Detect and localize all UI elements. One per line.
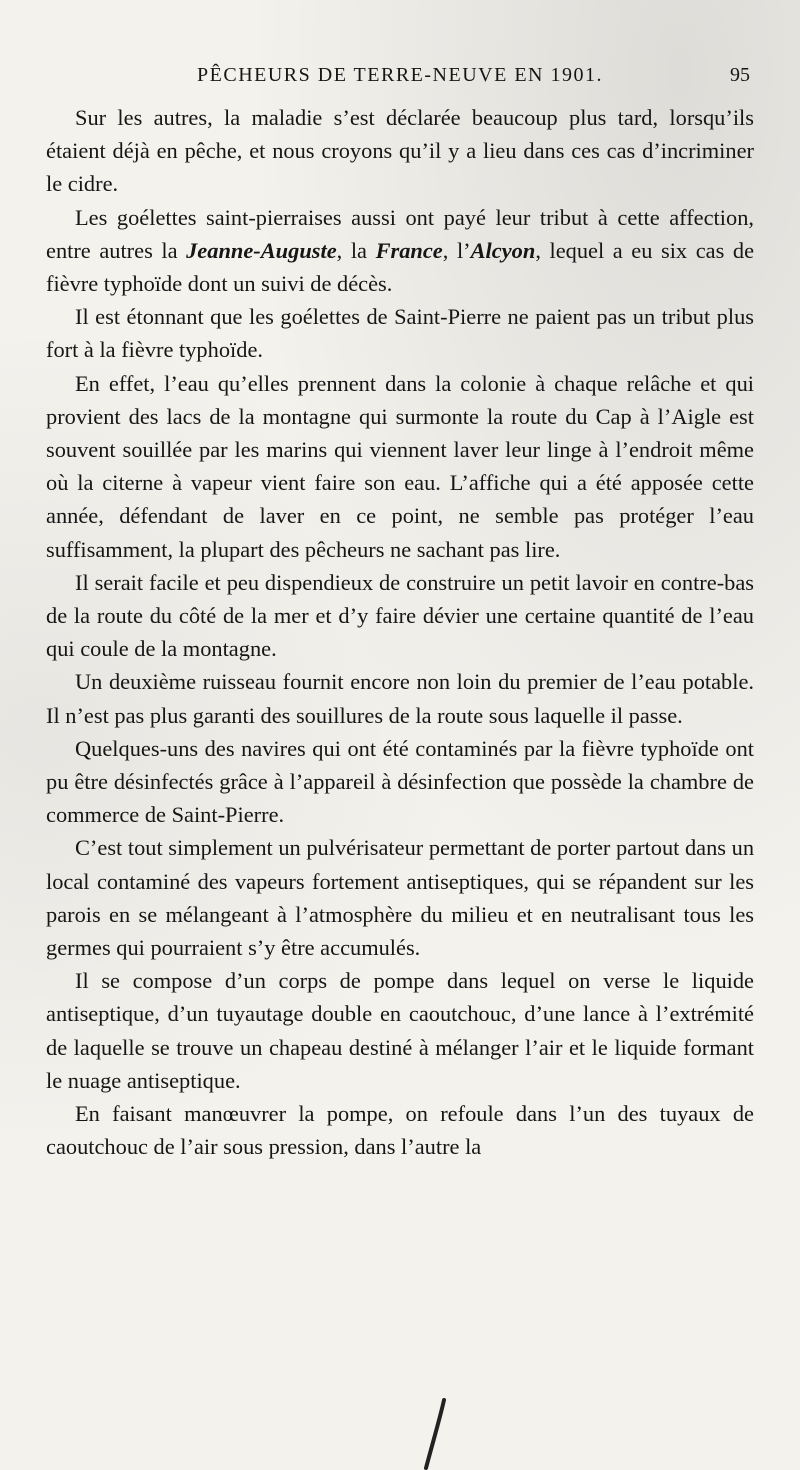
paragraph-10 (46, 1097, 754, 1163)
paragraph-text: En effet, l’eau qu’elles prennent dans la colonie à chaque relâche et qui provient des lacs de la montagne qui surmonte la route du Cap à l’Aigle est souvent souillée par les marins qui viennent laver leur linge à l’endroit même où la citerne à vapeur vient faire son eau. L’affiche qui a été apposée cette année, défendant de laver en ce point, ne semble pas protéger l’eau suffisamment, la plupart des pêcheurs ne sachant pas lire. (46, 370, 754, 562)
paragraph-6 (46, 665, 754, 731)
paragraph-text: Les goélettes saint-pierraises aussi ont payé leur tribut à cette affection, entre autres la (46, 204, 754, 263)
paragraph-text: Il se compose d’un corps de pompe dans lequel on verse le liquide antiseptique, d’un tuyautage double en caoutchouc, d’une lance à l’extrémité de laquelle se trouve un chapeau destiné à mélanger l’air et le liquide formant le nuage antiseptique. (46, 968, 754, 1093)
paragraph-5 (46, 566, 754, 666)
paragraph-4 (46, 367, 754, 566)
body-text (46, 101, 754, 1164)
ship-name-alcyon: Alcyon (470, 237, 536, 263)
paragraph-1 (46, 101, 754, 201)
running-head (0, 60, 800, 90)
paragraph-text: Il est étonnant que les goélettes de Saint-Pierre ne paient pas un tribut plus fort à la fièvre typhoïde. (46, 304, 754, 363)
paragraph-text: En faisant manœuvrer la pompe, on refoule dans l’un des tuyaux de caoutchouc de l’air sous pression, dans l’autre la (46, 1101, 754, 1160)
paragraph-8 (46, 831, 754, 964)
paragraph-9 (46, 964, 754, 1097)
ship-name-france: France (375, 237, 443, 263)
running-title: PÊCHEURS DE TERRE-NEUVE EN 1901. (197, 64, 603, 86)
page-number: 95 (730, 64, 750, 86)
paragraph-2 (46, 201, 754, 301)
stray-ink-mark (420, 1398, 450, 1470)
paragraph-text: , l’ (442, 237, 471, 263)
paragraph-text: C’est tout simplement un pulvérisateur permettant de porter partout dans un local contaminé des vapeurs fortement antiseptiques, qui se répandent sur les parois en se mélangeant à l’atmosphère du milieu et en neutralisant tous les germes qui pourraient s’y être accumulés. (46, 835, 755, 961)
paragraph-text: Quelques-uns des navires qui ont été contaminés par la fièvre typhoïde ont pu être désinfectés grâce à l’appareil à désinfection que possède la chambre de commerce de Saint-Pierre. (46, 735, 754, 828)
paragraph-3 (46, 300, 754, 366)
paragraph-text: , lequel a eu six cas de fièvre typhoïde dont un suivi de décès. (46, 237, 755, 297)
paragraph-7 (46, 732, 754, 832)
paragraph-text: , la (336, 237, 376, 263)
ship-name-jeanne-auguste: Jeanne-Auguste (186, 237, 337, 263)
paragraph-text: Il serait facile et peu dispendieux de construire un petit lavoir en contre-bas de la route du côté de la mer et d’y faire dévier une certaine quantité de l’eau qui coule de la montagne. (46, 569, 754, 662)
paragraph-text: Sur les autres, la maladie s’est déclarée beaucoup plus tard, lorsqu’ils étaient déjà en pêche, et nous croyons qu’il y a lieu dans ces cas d’incriminer le cidre. (46, 105, 754, 197)
paragraph-text: Un deuxième ruisseau fournit encore non loin du premier de l’eau potable. Il n’est pas plus garanti des souillures de la route sous laquelle il passe. (46, 669, 754, 728)
